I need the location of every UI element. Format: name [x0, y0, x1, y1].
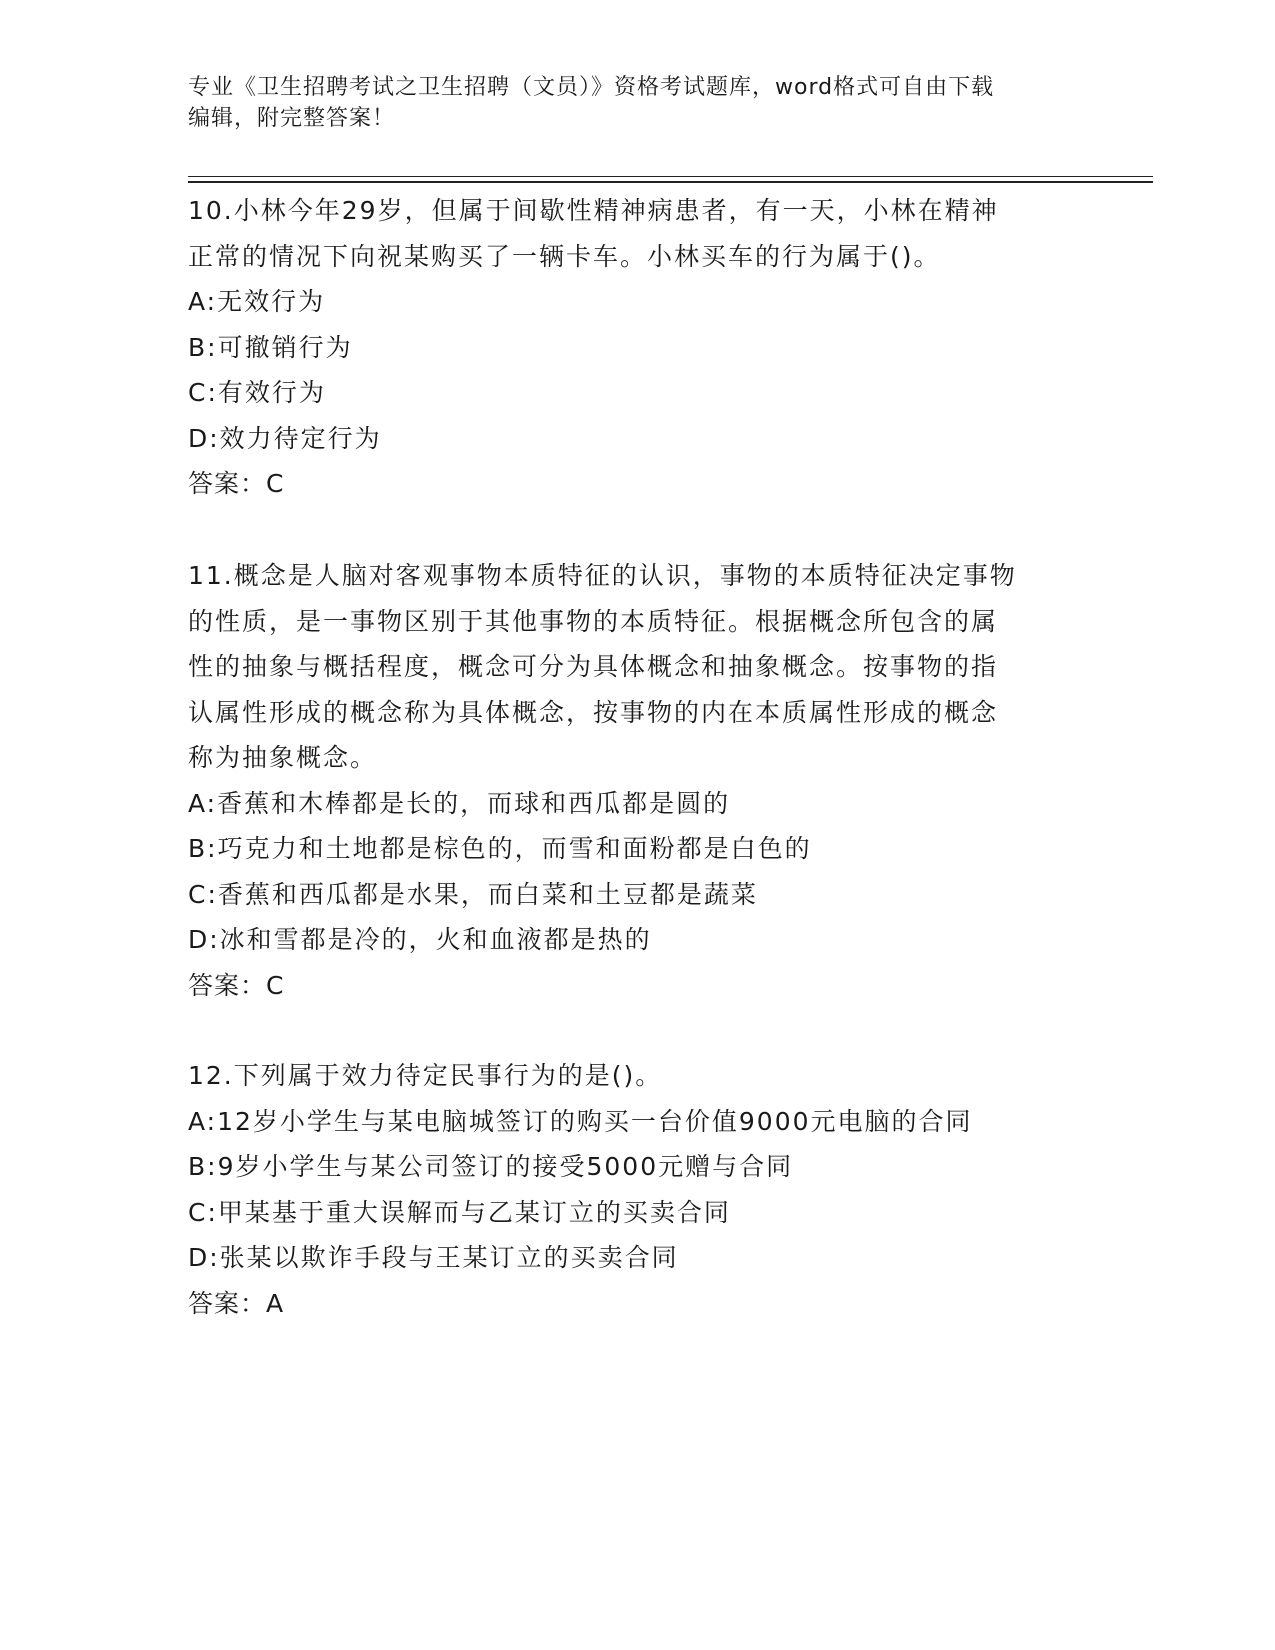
question-11 [188, 553, 1078, 1008]
question-stem-line: 12.下列属于效力待定民事行为的是()。 [188, 1061, 663, 1090]
option-c: C:甲某基于重大误解而与乙某订立的买卖合同 [188, 1197, 731, 1227]
header-line-2: 编辑，附完整答案！ [188, 106, 396, 131]
option-a: A:12岁小学生与某电脑城签订的购买一台价值9000元电脑的合同 [188, 1106, 973, 1136]
option-d: D:张某以欺诈手段与王某订立的买卖合同 [188, 1243, 679, 1272]
question-stem-line: 正常的情况下向祝某购买了一辆卡车。小林买车的行为属于()。 [188, 241, 941, 271]
answer-line: 答案：C [188, 469, 285, 498]
question-10 [188, 188, 1078, 507]
header-divider-thin [188, 176, 1153, 177]
option-b: B:9岁小学生与某公司签订的接受5000元赠与合同 [188, 1152, 794, 1181]
question-stem-line: 的性质，是一事物区别于其他事物的本质特征。根据概念所包含的属 [188, 606, 999, 636]
option-a: A:无效行为 [188, 287, 326, 316]
answer-line: 答案：C [188, 970, 285, 1000]
question-stem-line: 11.概念是人脑对客观事物本质特征的认识，事物的本质特征决定事物 [188, 561, 1017, 590]
question-stem-line: 认属性形成的概念称为具体概念，按事物的内在本质属性形成的概念 [188, 697, 999, 727]
option-d: D:效力待定行为 [188, 423, 382, 453]
option-b: B:巧克力和土地都是棕色的，而雪和面粉都是白色的 [188, 834, 812, 863]
header-divider-thick [188, 181, 1153, 183]
option-d: D:冰和雪都是冷的，火和血液都是热的 [188, 925, 652, 954]
answer-line: 答案：A [188, 1288, 285, 1318]
header-line-1: 专业《卫生招聘考试之卫生招聘（文员）》资格考试题库，word格式可自由下载 [188, 75, 995, 100]
document-header [188, 72, 1068, 134]
question-stem-line: 10.小林今年29岁，但属于间歇性精神病患者，有一天，小林在精神 [188, 196, 999, 225]
option-c: C:香蕉和西瓜都是水果，而白菜和土豆都是蔬菜 [188, 879, 758, 909]
question-12 [188, 1053, 1078, 1326]
option-c: C:有效行为 [188, 378, 326, 407]
option-b: B:可撤销行为 [188, 332, 353, 362]
question-stem-line: 称为抽象概念。 [188, 743, 378, 772]
option-a: A:香蕉和木棒都是长的，而球和西瓜都是圆的 [188, 788, 731, 818]
question-stem-line: 性的抽象与概括程度，概念可分为具体概念和抽象概念。按事物的指 [188, 652, 999, 681]
